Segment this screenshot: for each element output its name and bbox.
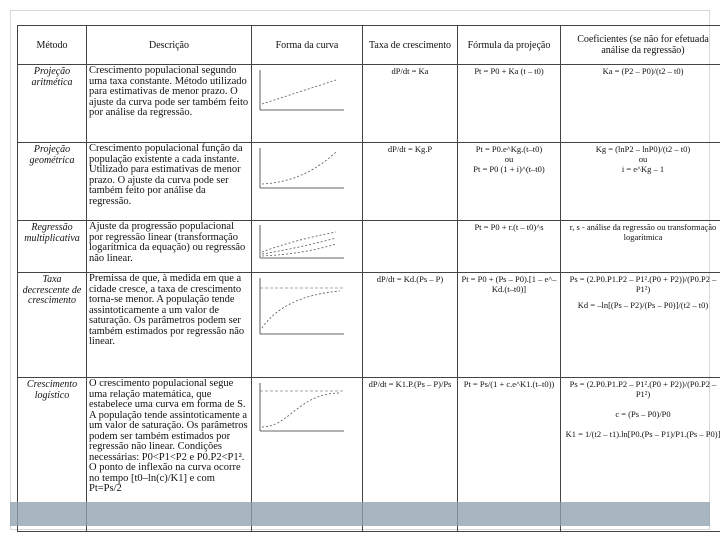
formula-exp: Pt = P0.e^Kg.(t–t0) xyxy=(475,144,543,154)
bottom-band xyxy=(10,502,710,526)
method-cell: Projeção geométrica xyxy=(18,143,87,221)
formula-cell: Pt = Ps/(1 + c.e^K1.(t–t0)) xyxy=(458,378,561,532)
description-cell: Ajuste da progressão populacional por regressão linear (transformação logarítmica da equação) ou regressão não linear. xyxy=(87,221,252,273)
exponential-curve-graph xyxy=(254,144,354,194)
table-row xyxy=(18,221,720,273)
curve-cell xyxy=(252,65,363,143)
description-cell: Crescimento populacional função da população existente a cada instante. Utilizado para estimativas de menor prazo. O ajuste da curva pode ser também feito por análise da regressão. xyxy=(87,143,252,221)
population-methods-table xyxy=(17,25,720,532)
formula-cell: Pt = P0 + r.(t – t0)^s xyxy=(458,221,561,273)
decreasing-rate-curve-graph xyxy=(254,274,354,344)
coef-kd: Kd = –ln[(Ps – P2)/(Ps – P0)]/(t2 – t0) xyxy=(577,300,709,310)
header-formula: Fórmula da projeção xyxy=(458,26,561,65)
formula-compound: Pt = P0 (1 + i)^(t–t0) xyxy=(473,164,545,174)
logistic-curve-graph xyxy=(254,379,354,439)
formula-cell xyxy=(458,143,561,221)
rate-cell: dP/dt = Kg.P xyxy=(363,143,458,221)
coef-c: c = (Ps – P0)/P0 xyxy=(615,409,671,419)
description-cell: Crescimento populacional segundo uma taxa constante. Método utilizado para estimativas de menor prazo. O ajuste da curva pode ser também feito por análise da regressão. xyxy=(87,65,252,143)
table-row xyxy=(18,143,720,221)
header-rate: Taxa de crescimento xyxy=(363,26,458,65)
header-method: Método xyxy=(18,26,87,65)
curve-cell xyxy=(252,273,363,378)
table-row xyxy=(18,273,720,378)
rate-cell: dP/dt = K1.P.(Ps – P)/Ps xyxy=(363,378,458,532)
rate-cell xyxy=(363,221,458,273)
rate-cell: dP/dt = Kd.(Ps – P) xyxy=(363,273,458,378)
method-cell: Taxa decrescente de crescimento xyxy=(18,273,87,378)
multiplicative-curve-graph xyxy=(254,222,354,264)
description-cell: O crescimento populacional segue uma relação matemática, que estabelece uma curva em forma de S. A população tende assintoticamente a um valor de saturação. Os parâmetros podem ser também estimados por regressão não linear. Condições necessárias: P0<P1<P2 e P0.P2<P1². O ponto de inflexão na curva ocorre no tempo [t0–ln(c)/K1] e com Pt=Ps/2 xyxy=(87,378,252,532)
curve-cell xyxy=(252,221,363,273)
formula-cell: Pt = P0 + (Ps – P0).[1 – e^–Kd.(t–t0)] xyxy=(458,273,561,378)
formula-or: ou xyxy=(504,154,514,164)
header-coefficients: Coeficientes (se não for efetuada análise da regressão) xyxy=(561,26,720,65)
method-cell: Crescimento logístico xyxy=(18,378,87,532)
curve-cell xyxy=(252,143,363,221)
coefficient-cell xyxy=(561,143,720,221)
coefficient-cell: Ka = (P2 – P0)/(t2 – t0) xyxy=(561,65,720,143)
coefficient-cell: r, s - análise da regressão ou transformação logarítmica xyxy=(561,221,720,273)
description-cell: Premissa de que, à medida em que a cidade cresce, a taxa de crescimento torna-se menor. A população tende assintoticamente a um valor de saturação. Os parâmetros podem ser também estimados por regressão não linear. xyxy=(87,273,252,378)
coef-k1: K1 = 1/(t2 – t1).ln[P0.(Ps – P1)/P1.(Ps – P0)] xyxy=(565,429,720,439)
formula-cell: Pt = P0 + Ka (t – t0) xyxy=(458,65,561,143)
coef-i: i = e^Kg – 1 xyxy=(621,164,665,174)
method-cell: Regressão multiplicativa xyxy=(18,221,87,273)
header-description: Descrição xyxy=(87,26,252,65)
coef-ps: Ps = (2.P0.P1.P2 – P1².(P0 + P2))/(P0.P2 – P1²) xyxy=(569,274,717,294)
method-cell: Projeção aritmética xyxy=(18,65,87,143)
table-row xyxy=(18,65,720,143)
linear-curve-graph xyxy=(254,66,354,116)
coef-ps: Ps = (2.P0.P1.P2 – P1².(P0 + P2))/(P0.P2 – P1²) xyxy=(569,379,717,399)
coefficient-cell xyxy=(561,273,720,378)
header-curve: Forma da curva xyxy=(252,26,363,65)
rate-cell: dP/dt = Ka xyxy=(363,65,458,143)
coef-or: ou xyxy=(638,154,648,164)
coef-kg: Kg = (lnP2 – lnP0)/(t2 – t0) xyxy=(595,144,691,154)
